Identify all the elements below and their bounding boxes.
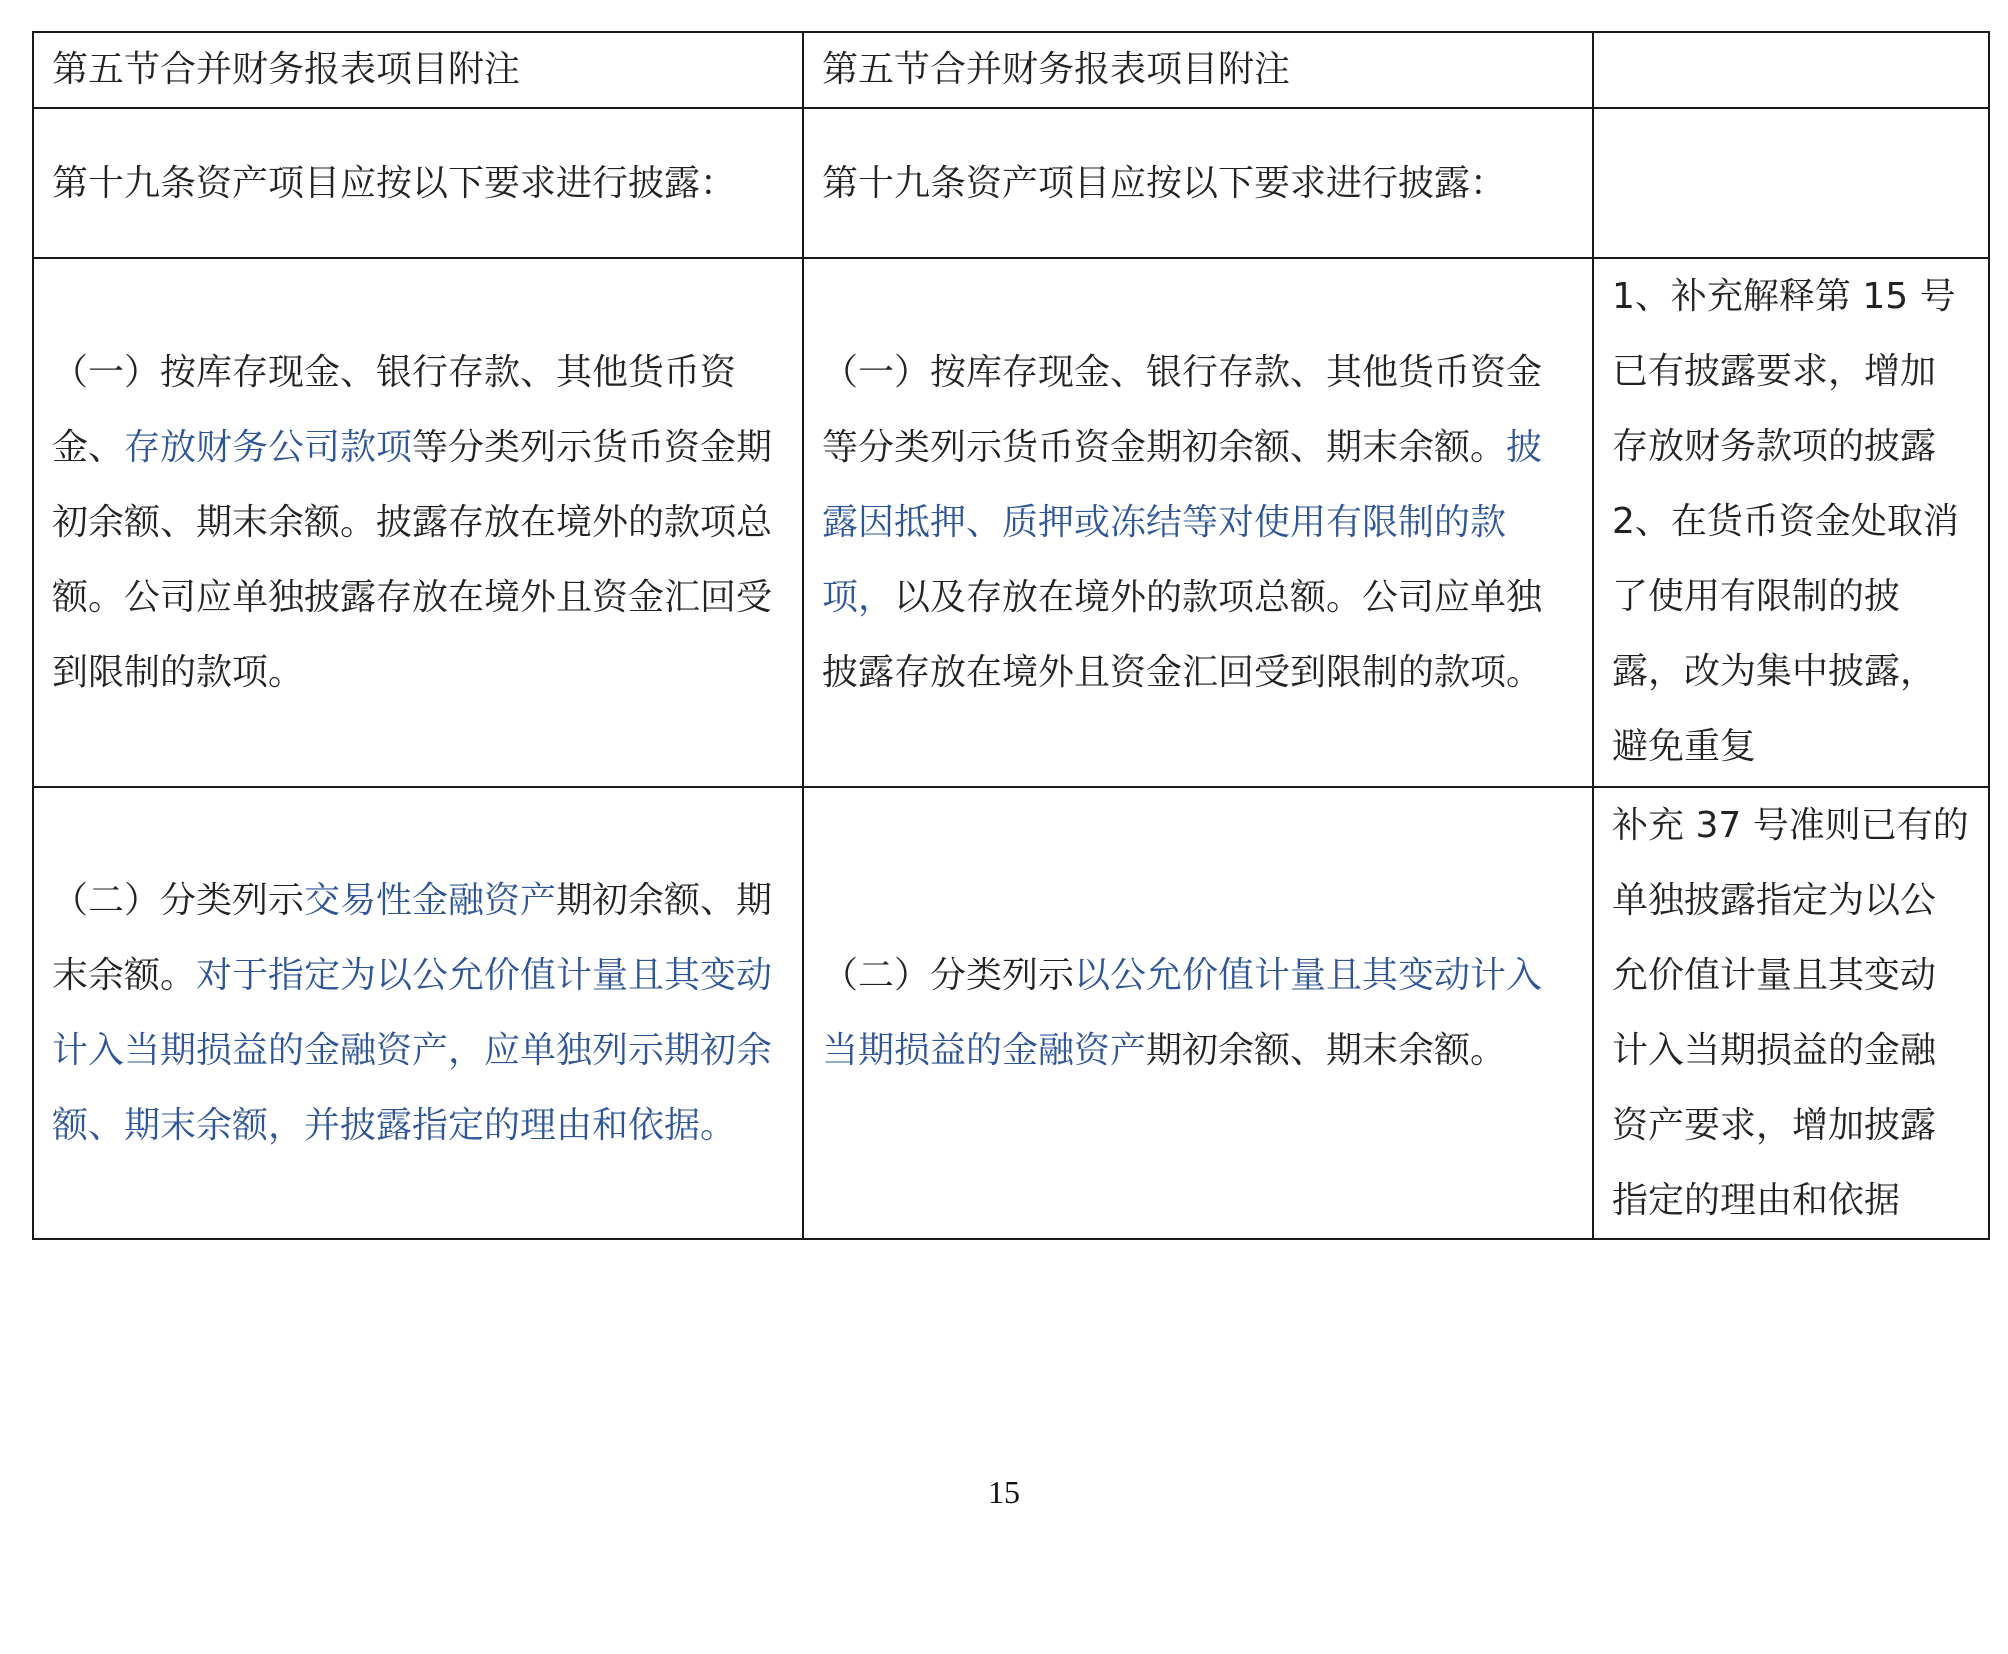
- financial-old-text-2: 期初余额、期末余额。: [52, 880, 773, 996]
- financial-old-highlight-1: 交易性金融资产: [304, 880, 557, 921]
- financial-new-text-1: （二）分类列示: [822, 955, 1075, 996]
- cash-new-text-1: （一）按库存现金、银行存款、其他货币资金等分类列示货币资金期初余额、期末余额。: [822, 352, 1543, 468]
- section-title-note: [1593, 32, 1989, 108]
- table-row-financial-assets: [33, 787, 1989, 1239]
- comparison-table: [32, 31, 1990, 1240]
- article-note: [1593, 108, 1989, 258]
- cash-new-cell: [803, 258, 1593, 787]
- financial-new-cell: [803, 787, 1593, 1239]
- cash-old-text-2: 等分类列示货币资金期初余额、期末余额。披露存放在境外的款项总额。公司应单独披露存放在境外且资金汇回受到限制的款项。: [52, 427, 773, 693]
- cash-old-cell: [33, 258, 803, 787]
- cash-new-text-2: 以及存放在境外的款项总额。公司应单独披露存放在境外且资金汇回受到限制的款项。: [822, 577, 1543, 693]
- cash-old-text-1: （一）按库存现金、银行存款、其他货币资金、: [52, 352, 737, 468]
- table-row-article: [33, 108, 1989, 258]
- table-row-cash: [33, 258, 1989, 787]
- cash-note-line-2: 2、在货币资金处取消了使用有限制的披露，改为集中披露，避免重复: [1612, 501, 1959, 767]
- financial-old-cell: [33, 787, 803, 1239]
- cash-new-highlight: 披露因抵押、质押或冻结等对使用有限制的款项，: [822, 427, 1543, 618]
- section-title-new: 第五节合并财务报表项目附注: [803, 32, 1593, 108]
- page-number: 15: [988, 1474, 1020, 1510]
- article-new: 第十九条资产项目应按以下要求进行披露：: [803, 108, 1593, 258]
- financial-old-highlight-2: 对于指定为以公允价值计量且其变动计入当期损益的金融资产，应单独列示期初余额、期末余额，并披露指定的理由和依据。: [52, 955, 773, 1146]
- financial-old-text-1: （二）分类列示: [52, 880, 305, 921]
- cash-old-highlight: 存放财务公司款项: [124, 427, 413, 468]
- article-old: 第十九条资产项目应按以下要求进行披露：: [33, 108, 803, 258]
- financial-new-text-2: 期初余额、期末余额。: [1146, 1030, 1507, 1071]
- cash-note-cell: [1593, 258, 1989, 787]
- financial-note-cell: 补充 37 号准则已有的单独披露指定为以公允价值计量且其变动计入当期损益的金融资产要求，增加披露指定的理由和依据: [1593, 787, 1989, 1239]
- section-title-old: 第五节合并财务报表项目附注: [33, 32, 803, 108]
- financial-new-highlight: 以公允价值计量且其变动计入当期损益的金融资产: [822, 955, 1543, 1071]
- cash-note-line-1: 1、补充解释第 15 号已有披露要求，增加存放财务款项的披露: [1612, 276, 1956, 467]
- table-row-section-title: [33, 32, 1989, 108]
